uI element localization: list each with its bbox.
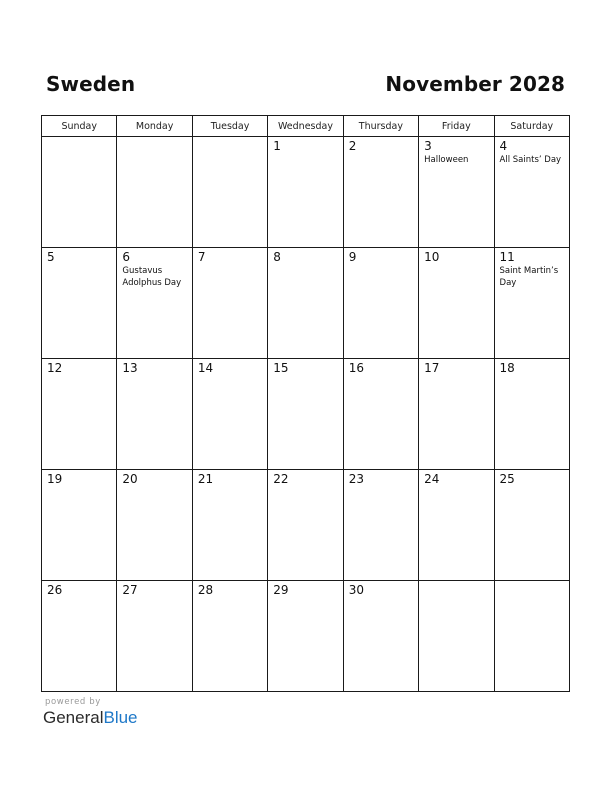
weekday-header: Friday bbox=[419, 116, 494, 137]
week-row bbox=[42, 470, 570, 581]
day-number: 30 bbox=[348, 583, 364, 597]
day-number: 27 bbox=[122, 583, 138, 597]
day-cell bbox=[117, 581, 192, 692]
day-cell bbox=[117, 359, 192, 470]
week-row bbox=[42, 137, 570, 248]
week-row bbox=[42, 359, 570, 470]
day-number: 2 bbox=[348, 139, 357, 153]
day-number: 24 bbox=[424, 472, 440, 486]
day-number: 29 bbox=[273, 583, 289, 597]
generalblue-logo[interactable] bbox=[43, 708, 138, 728]
day-number: 6 bbox=[122, 250, 131, 264]
day-cell bbox=[268, 359, 343, 470]
day-number: 5 bbox=[47, 250, 55, 264]
week-row bbox=[42, 248, 570, 359]
holiday-label: All Saints’ Day bbox=[499, 155, 562, 165]
day-cell bbox=[419, 248, 494, 359]
day-number: 7 bbox=[197, 250, 206, 264]
day-number: 17 bbox=[424, 361, 440, 375]
day-cell bbox=[117, 248, 192, 359]
day-number: 14 bbox=[197, 361, 214, 375]
day-cell bbox=[192, 581, 267, 692]
day-cell bbox=[343, 359, 418, 470]
weekday-header-row bbox=[42, 116, 570, 137]
day-cell bbox=[494, 470, 569, 581]
day-number: 16 bbox=[348, 361, 364, 375]
day-number: 28 bbox=[197, 583, 214, 597]
day-cell bbox=[343, 581, 418, 692]
week-row bbox=[42, 581, 570, 692]
day-cell bbox=[268, 470, 343, 581]
day-number: 25 bbox=[499, 472, 515, 486]
day-cell bbox=[192, 248, 267, 359]
day-cell bbox=[494, 581, 569, 692]
day-cell bbox=[419, 470, 494, 581]
day-number: 23 bbox=[348, 472, 364, 486]
day-cell bbox=[42, 248, 117, 359]
powered-by-text: powered by bbox=[45, 697, 101, 707]
country-title: Sweden bbox=[46, 72, 136, 96]
holiday-label: Gustavus Adolphus Day bbox=[122, 266, 182, 288]
day-cell bbox=[343, 248, 418, 359]
calendar-grid bbox=[41, 115, 570, 692]
weekday-header: Tuesday bbox=[192, 116, 267, 137]
weekday-header: Wednesday bbox=[268, 116, 343, 137]
day-cell bbox=[192, 137, 267, 248]
day-cell bbox=[268, 248, 343, 359]
holiday-label: Saint Martin’s Day bbox=[499, 266, 559, 288]
weekday-header: Saturday bbox=[494, 116, 569, 137]
day-number: 3 bbox=[424, 139, 432, 153]
day-cell bbox=[494, 137, 569, 248]
day-cell bbox=[42, 470, 117, 581]
day-cell bbox=[42, 137, 117, 248]
day-number: 22 bbox=[273, 472, 289, 486]
weekday-header: Thursday bbox=[343, 116, 418, 137]
day-cell bbox=[42, 581, 117, 692]
day-cell bbox=[192, 470, 267, 581]
day-cell bbox=[268, 581, 343, 692]
weekday-header: Sunday bbox=[42, 116, 117, 137]
day-cell bbox=[343, 470, 418, 581]
day-number: 13 bbox=[122, 361, 138, 375]
day-cell bbox=[268, 137, 343, 248]
day-number: 11 bbox=[499, 250, 515, 264]
day-cell bbox=[494, 359, 569, 470]
day-cell bbox=[117, 470, 192, 581]
holiday-label: Halloween bbox=[424, 155, 469, 165]
day-number: 12 bbox=[47, 361, 63, 375]
day-cell bbox=[343, 137, 418, 248]
day-number: 10 bbox=[424, 250, 440, 264]
day-number: 21 bbox=[197, 472, 214, 486]
day-cell bbox=[419, 137, 494, 248]
brand-name-general: General bbox=[43, 708, 104, 727]
day-number: 4 bbox=[499, 139, 508, 153]
day-cell bbox=[117, 137, 192, 248]
day-number: 18 bbox=[499, 361, 515, 375]
day-number: 20 bbox=[122, 472, 138, 486]
day-cell bbox=[419, 581, 494, 692]
day-number: 26 bbox=[47, 583, 63, 597]
day-number: 19 bbox=[47, 472, 63, 486]
day-number: 1 bbox=[273, 139, 281, 153]
day-cell bbox=[494, 248, 569, 359]
day-number: 9 bbox=[348, 250, 357, 264]
day-cell bbox=[192, 359, 267, 470]
month-year-title: November 2028 bbox=[385, 72, 565, 96]
weekday-header: Monday bbox=[117, 116, 192, 137]
brand-name-blue: Blue bbox=[103, 708, 138, 727]
day-number: 15 bbox=[273, 361, 289, 375]
day-cell bbox=[419, 359, 494, 470]
day-cell bbox=[42, 359, 117, 470]
day-number: 8 bbox=[273, 250, 281, 264]
